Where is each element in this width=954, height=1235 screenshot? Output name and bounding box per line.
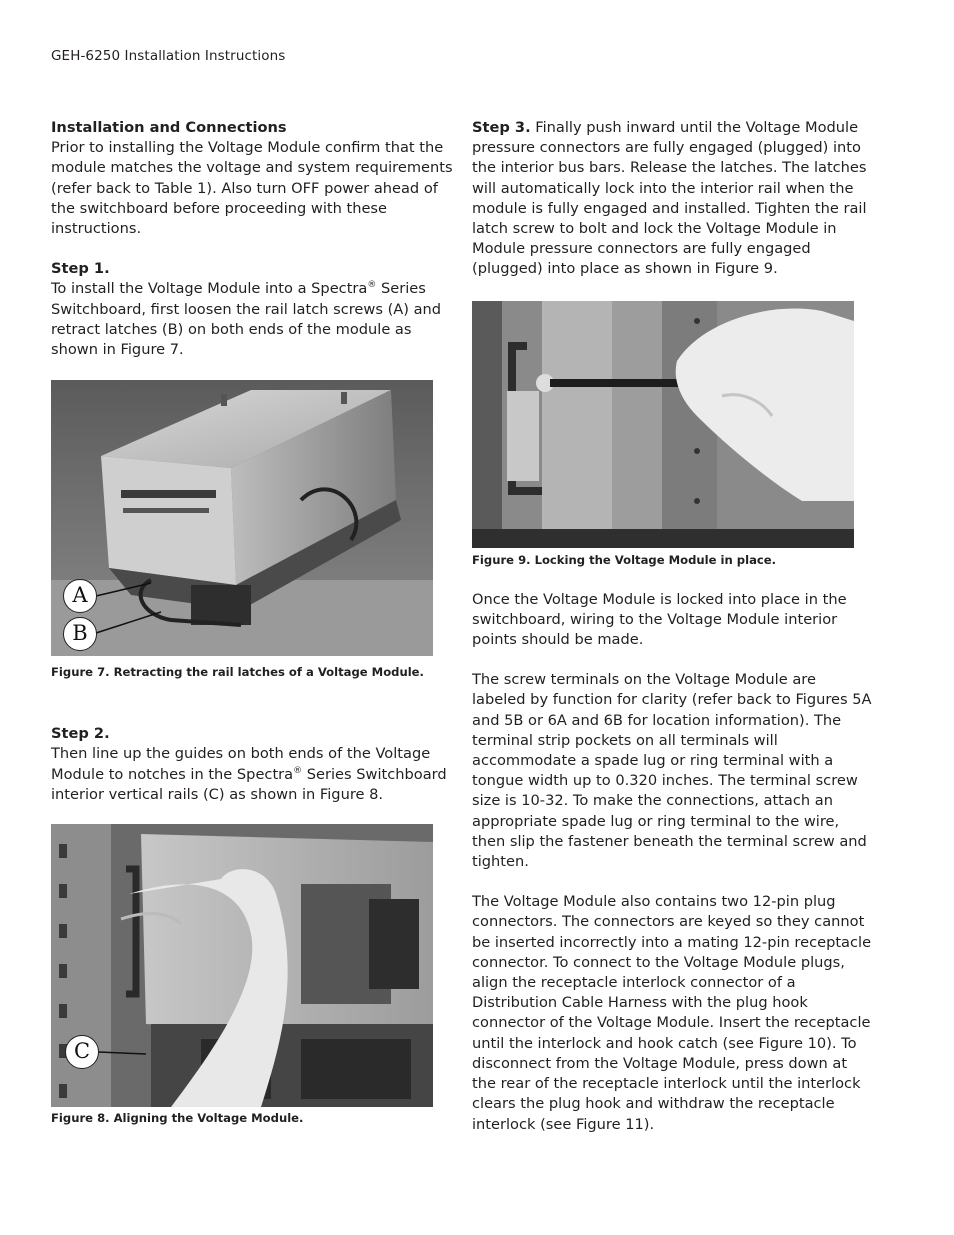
step2-title: Step 2. <box>51 725 110 743</box>
section-heading: Installation and Connections <box>51 119 287 136</box>
figure-9-photo <box>472 301 854 548</box>
step3-paragraph: Step 3. Finally push inward until the Voltage Module pressure connectors are fully engaged (plugged) into the interior bus bars. Release the latches. The latches will automatically lock into the interior rail when the module is fully engaged and installed. Tighten the rail latch screw to bolt and lock the Voltage Module in Module pressure connectors are fully engaged (plugged) into place as shown in Figure 9. <box>472 119 867 278</box>
step2-paragraph: Then line up the guides on both ends of the Voltage Module to notches in the Spectra® Series Switchboard interior vertical rails (C) as shown in Figure 8. <box>51 745 447 803</box>
figure-7-photo <box>51 380 433 656</box>
left-column <box>51 118 455 1126</box>
callout-a: A <box>63 579 97 613</box>
right-column <box>472 118 872 1135</box>
intro-paragraph: Prior to installing the Voltage Module confirm that the module matches the voltage and system requirements (refer back to Table 1). Also turn OFF power ahead of the switchboard before proceeding with these instructions. <box>51 139 453 238</box>
figure-7-caption: Figure 7. Retracting the rail latches of a Voltage Module. <box>51 665 424 680</box>
paragraph-screw-terminals: The screw terminals on the Voltage Module are labeled by function for clarity (refer back to Figures 5A and 5B or 6A and 6B for location information). The terminal strip pockets on all terminals will accommodate a spade lug or ring terminal with a tongue width up to 0.320 inches. The terminal screw size is 10-32. To make the connections, attach an appropriate spade lug or ring terminal to the wire, then slip the fastener beneath the terminal screw and tighten. <box>472 671 872 871</box>
paragraph-locked: Once the Voltage Module is locked into place in the switchboard, wiring to the Voltage Module interior points should be made. <box>472 590 847 649</box>
figure-8-photo <box>51 824 433 1107</box>
step1-title: Step 1. <box>51 260 110 278</box>
paragraph-plug-connectors: The Voltage Module also contains two 12-pin plug connectors. The connectors are keyed so they cannot be inserted incorrectly into a mating 12-pin receptacle connector. To connect to the Voltage Module plugs, align the receptacle interlock connector of a Distribution Cable Harness with the plug hook connector of the Voltage Module. Insert the receptacle until the interlock and hook catch (see Figure 10). To disconnect from the Voltage Module, press down at the rear of the receptacle interlock until the interlock clears the plug hook and withdraw the receptacle interlock (see Figure 11). <box>472 893 872 1133</box>
figure-8-illustration <box>51 824 433 1107</box>
step1-paragraph: To install the Voltage Module into a Spectra® Series Switchboard, first loosen the rail latch screws (A) and retract latches (B) on both ends of the module as shown in Figure 7. <box>51 280 442 359</box>
figure-9-illustration <box>472 301 854 548</box>
figure-8-caption: Figure 8. Aligning the Voltage Module. <box>51 1111 304 1126</box>
figure-7-illustration <box>51 380 433 656</box>
callout-c: C <box>65 1035 99 1069</box>
callout-b: B <box>63 617 97 651</box>
page-header: GEH-6250 Installation Instructions <box>51 48 286 64</box>
figure-9-caption: Figure 9. Locking the Voltage Module in place. <box>472 552 777 567</box>
